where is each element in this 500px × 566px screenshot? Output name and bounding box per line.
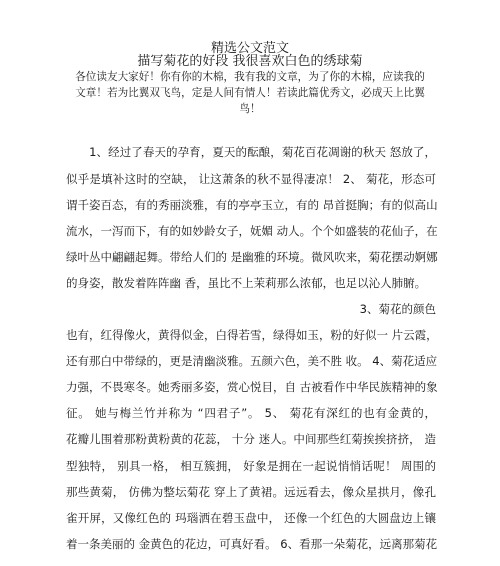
body-line: 力强，不畏寒冬。她秀丽多姿，赏心悦目，自 古被看作中华民族精神的象 [66,380,438,394]
body-line: 3、菊花的颜色 [359,302,436,316]
body-line: 谓千姿百态，有的秀丽淡雅，有的亭亭玉立，有的 昂首挺胸；有的似高山 [66,198,438,212]
body-line: 着一条美丽的 金黄色的花边，可真好看。 6、看那一朵菊花，远离那菊花 [66,537,438,551]
body-line: 那些黄菊， 仿佛为整坛菊花 穿上了黄裙。远远看去，像众星拱月，像孔 [66,485,436,499]
body-line: 似乎是填补这时的空缺， 让这萧条的秋不显得凄凉！ 2、 菊花，形态可 [66,172,436,186]
body-line: 还有那白中带绿的，更是清幽淡雅。五颜六色，美不胜 收。 4、菊花适应 [66,354,438,368]
intro-line: 文章！若为比翼双飞鸟，定是人间有情人！若读此篇优秀文，必成天上比翼 [75,87,425,99]
intro-paragraph [30,69,470,117]
body-line: 雀开屏，又像红色的 玛瑙洒在碧玉盘中， 还像一个红色的大圆盘边上镶 [66,511,436,525]
body-line: 绿叶丛中翩翩起舞。带给人们的 是幽雅的环境。微风吹来，菊花摆动婀娜 [66,250,438,264]
body-line: 征。 她与梅兰竹并称为 “四君子”。 5、 菊花有深红的也有金黄的， [66,406,436,420]
document-title: 精选公文范文 [210,41,289,56]
intro-line: 鸟！ [239,103,261,115]
body-line: 也有，红得像火，黄得似金，白得若雪，绿得如玉，粉的好似一 片云霞， [66,328,438,342]
body-line: 型独特， 别具一格， 相互簇拥， 好象是拥在一起说悄悄话呢！ 周围的 [66,459,436,473]
document-subtitle: 描写菊花的好段 我很喜欢白色的绣球菊 [137,54,363,69]
intro-line: 各位读友大家好！你有你的木棉，我有我的文章，为了你的木棉，应读我的 [75,71,425,83]
body-line: 流水，一泻而下，有的如妙龄女子，妩媚 动人。个个如盛装的花仙子，在 [66,224,438,238]
body-line: 的身姿，散发着阵阵幽 香，虽比不上茉莉那么浓郁，也足以沁人肺腑。 [66,276,427,290]
body-line: 1、经过了春天的孕育，夏天的酝酿，菊花百花凋谢的秋天 怒放了， [66,145,436,159]
body-line: 花瓣儿围着那粉黄粉黄的花蕊， 十分 迷人。中间那些红菊挨挨挤挤， 造 [66,432,436,446]
